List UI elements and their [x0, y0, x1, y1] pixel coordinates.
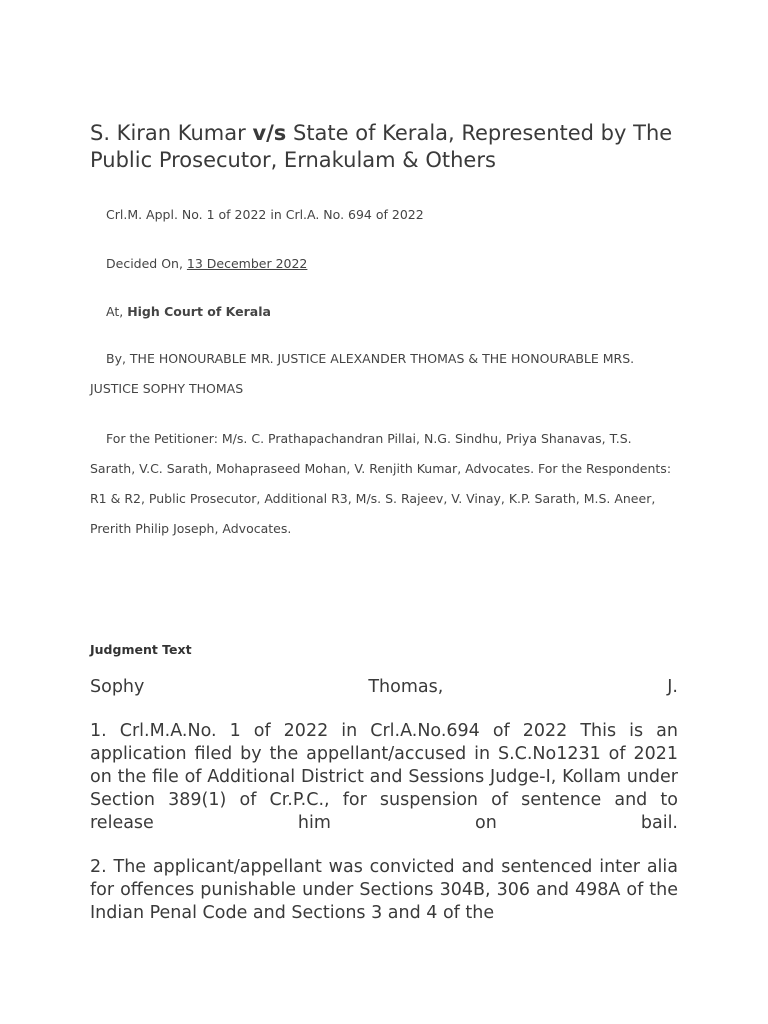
counsel: For the Petitioner: M/s. C. Prathapachandran Pillai, N.G. Sindhu, Priya Shanavas, T.S. Sarath, V.C. Sarath, Mohapraseed Mohan, V. Renjith Kumar, Advocates. For the Respondents: R1 & R2, Public Prosecutor, Additional R3, M/s. S. Rajeev, V. Vinay, K.P. Sarath, M.S. Aneer, Prerith Philip Joseph, Advocates. — [90, 431, 672, 536]
appeal-number: Crl.M. Appl. No. 1 of 2022 in Crl.A. No. 694 of 2022 — [106, 207, 424, 222]
judgment-paragraph-1: 1. Crl.M.A.No. 1 of 2022 in Crl.A.No.694 of 2022 This is an application filed by the appellant/accused in S.C.No1231 of 2021 on the file of Additional District and Sessions Judge-I, Kollam under Section 389(1) of Cr.P.C., for suspension of sentence and to release him on bail. — [90, 721, 678, 833]
author-last: Thomas, — [368, 677, 444, 697]
judgment-heading: Judgment Text — [90, 642, 192, 657]
bench: By, THE HONOURABLE MR. JUSTICE ALEXANDER THOMAS & THE HONOURABLE MRS. JUSTICE SOPHY THOMAS — [90, 351, 635, 396]
court-line — [90, 297, 271, 327]
court-label: At, — [106, 304, 128, 319]
decided-date-link[interactable]: 13 December 2022 — [186, 256, 308, 271]
decided-on — [90, 249, 307, 279]
court-name: High Court of Kerala — [127, 304, 271, 319]
author-first: Sophy — [90, 677, 145, 697]
title-respondent: State of Kerala, Represented by The Public Prosecutor, Ernakulam & Others — [90, 121, 673, 172]
author-title: J. — [667, 677, 678, 697]
title-petitioner: S. Kiran Kumar — [90, 121, 253, 145]
title-versus: v/s — [252, 121, 287, 145]
case-title — [90, 120, 690, 174]
judgment-paragraph-2: 2. The applicant/appellant was convicted and sentenced inter alia for offences punishable under Sections 304B, 306 and 498A of the Indian Penal Code and Sections 3 and 4 of the — [90, 857, 678, 923]
judgment-author — [90, 676, 678, 699]
decided-label: Decided On, — [106, 256, 187, 271]
